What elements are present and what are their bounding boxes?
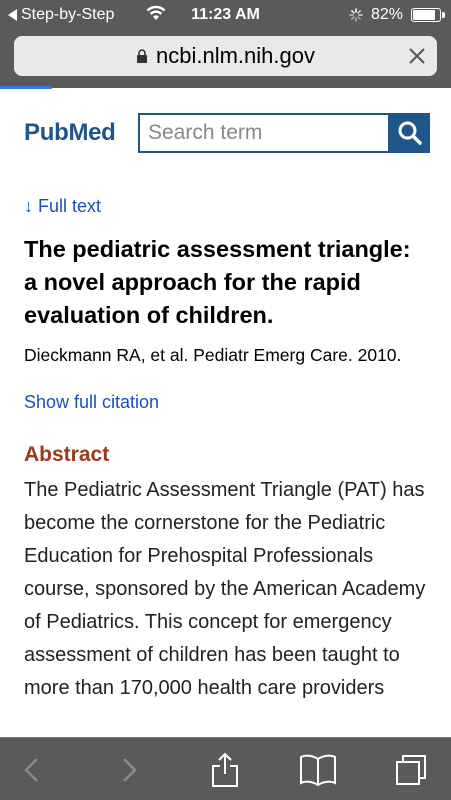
battery-percent: 82%	[370, 6, 403, 23]
back-button[interactable]	[14, 752, 50, 788]
bookmarks-button[interactable]	[298, 752, 338, 788]
search-button[interactable]	[390, 113, 430, 153]
pubmed-logo[interactable]	[24, 119, 116, 147]
address-bar[interactable]	[14, 36, 437, 76]
close-icon[interactable]	[407, 46, 427, 66]
article-title: The pediatric assessment triangle: a novel approach for the rapid evaluation of children.	[24, 236, 411, 328]
browser-chrome	[0, 0, 451, 88]
status-bar	[0, 0, 451, 30]
share-button[interactable]	[207, 752, 243, 788]
forward-button[interactable]	[111, 752, 147, 788]
citation-authors: Dieckmann RA, et al. Pediatr Emerg Care. 2010.	[24, 345, 402, 365]
tabs-button[interactable]	[393, 752, 429, 788]
pubmed-header	[24, 113, 428, 155]
search-placeholder: Search term	[148, 121, 263, 144]
activity-spinner-icon	[349, 8, 363, 22]
page-load-progress	[0, 86, 52, 89]
chevron-right-icon	[119, 756, 139, 784]
full-text-link[interactable]: ↓ Full text	[24, 196, 102, 216]
search-icon	[397, 120, 423, 146]
share-icon	[210, 752, 240, 788]
abstract-heading: Abstract	[24, 443, 110, 466]
show-full-citation-link[interactable]: Show full citation	[24, 392, 160, 412]
chevron-left-icon	[22, 756, 42, 784]
search-input[interactable]	[138, 113, 390, 153]
clock: 11:23 AM	[191, 6, 260, 23]
logo-pub: Pub	[24, 119, 69, 146]
logo-med: Med	[68, 119, 116, 146]
back-app-label: Step-by-Step	[21, 6, 115, 23]
tabs-icon	[394, 753, 428, 787]
battery-icon	[411, 8, 441, 22]
browser-toolbar	[0, 737, 451, 800]
book-icon	[299, 754, 337, 786]
url-domain: ncbi.nlm.nih.gov	[156, 43, 315, 68]
abstract-text: The Pediatric Assessment Triangle (PAT) has become the cornerstone for the Pediatric Education for Prehospital Professionals course, sponsored by the American Academy of Pediatrics. This concept for emergency assessment of children has been taught to more than 170,000 health care providers	[24, 479, 426, 699]
lock-icon	[136, 49, 148, 63]
